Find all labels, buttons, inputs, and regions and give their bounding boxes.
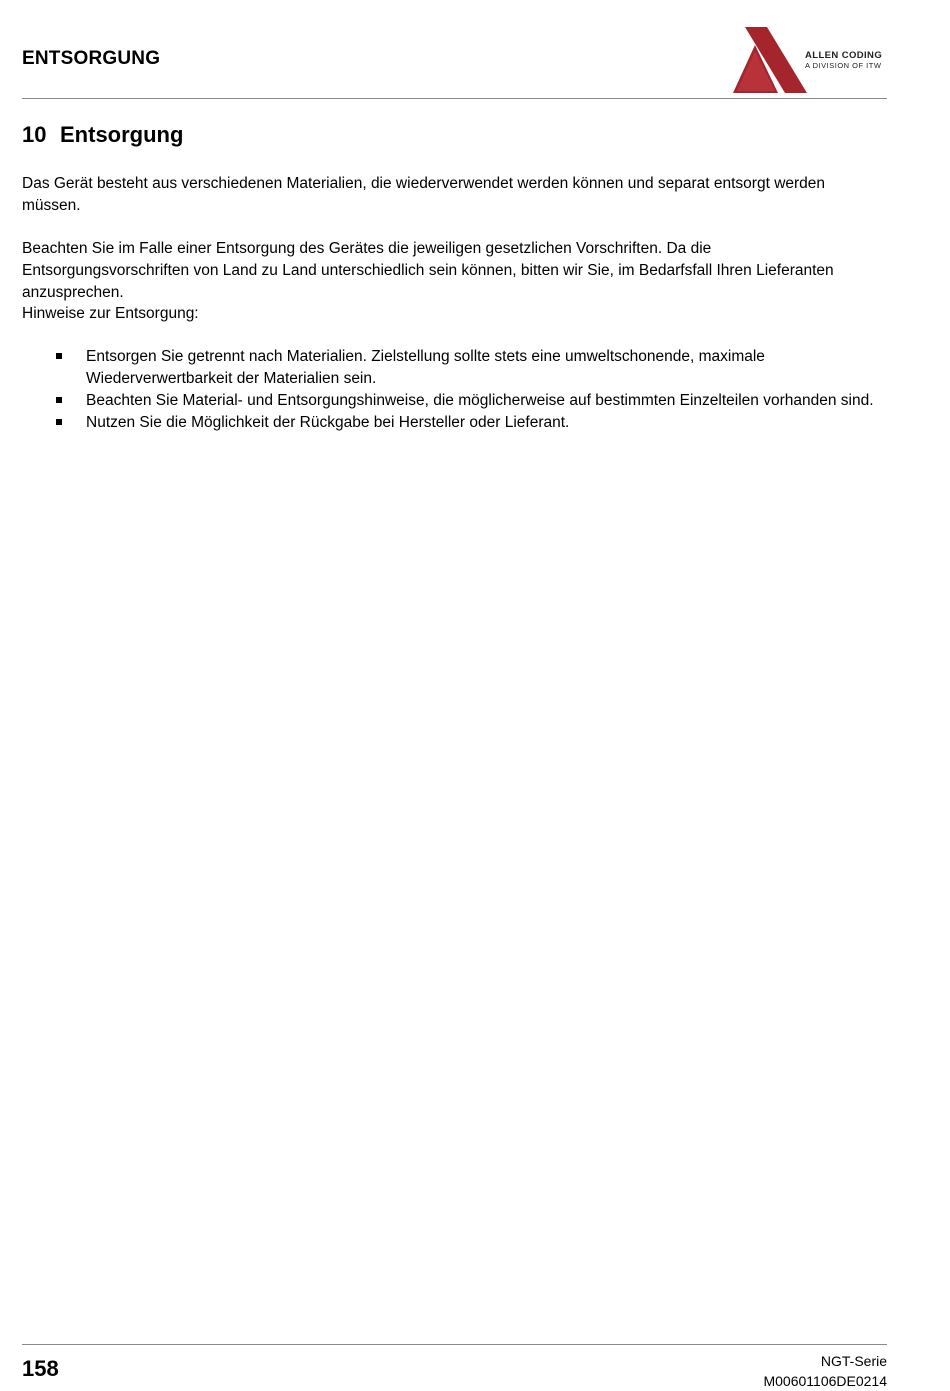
paragraph-hints-heading: Hinweise zur Entsorgung:	[22, 305, 199, 322]
page-header-title: ENTSORGUNG	[22, 48, 161, 69]
bullet-square-icon	[56, 419, 62, 425]
list-item-text: Nutzen Sie die Möglichkeit der Rückgabe bei Hersteller oder Lieferant.	[86, 414, 570, 431]
list-item	[22, 412, 882, 434]
bullet-square-icon	[56, 397, 62, 403]
section-number: 10	[22, 122, 47, 147]
section-heading	[22, 122, 183, 148]
logo-name: ALLEN CODING	[805, 50, 883, 61]
footer-document-id: M00601106DE0214	[763, 1373, 887, 1389]
section-title: Entsorgung	[60, 122, 184, 147]
footer-series: NGT-Serie	[820, 1353, 887, 1369]
logo-subtitle: A DIVISION OF ITW	[805, 61, 882, 70]
paragraph-regulations: Beachten Sie im Falle einer Entsorgung des Gerätes die jeweiligen gesetzlichen Vorschriften. Da die Entsorgungsvorschriften von Land zu Land unterschiedlich sein können, bitten wir Sie, im Bedarfsfall Ihren Lieferanten anzusprechen.	[22, 240, 834, 301]
list-item	[22, 390, 882, 412]
footer-divider	[22, 1344, 887, 1345]
page-number: 158	[22, 1356, 59, 1381]
header-divider	[22, 98, 887, 99]
disposal-hints-list	[22, 346, 882, 434]
paragraph-materials: Das Gerät besteht aus verschiedenen Materialien, die wiederverwendet werden können und separat entsorgt werden müssen.	[22, 175, 826, 214]
allen-coding-logo	[733, 27, 893, 95]
logo-triangle-icon	[733, 27, 813, 95]
list-item-text: Entsorgen Sie getrennt nach Materialien. Zielstellung sollte stets eine umweltschonende, maximale Wiederverwertbarkeit der Materialien sein.	[86, 348, 765, 387]
list-item-text: Beachten Sie Material- und Entsorgungshinweise, die möglicherweise auf bestimmten Einzelteilen vorhanden sind.	[86, 392, 874, 409]
list-item	[22, 346, 882, 390]
bullet-square-icon	[56, 353, 62, 359]
footer-document-info	[763, 1351, 887, 1391]
